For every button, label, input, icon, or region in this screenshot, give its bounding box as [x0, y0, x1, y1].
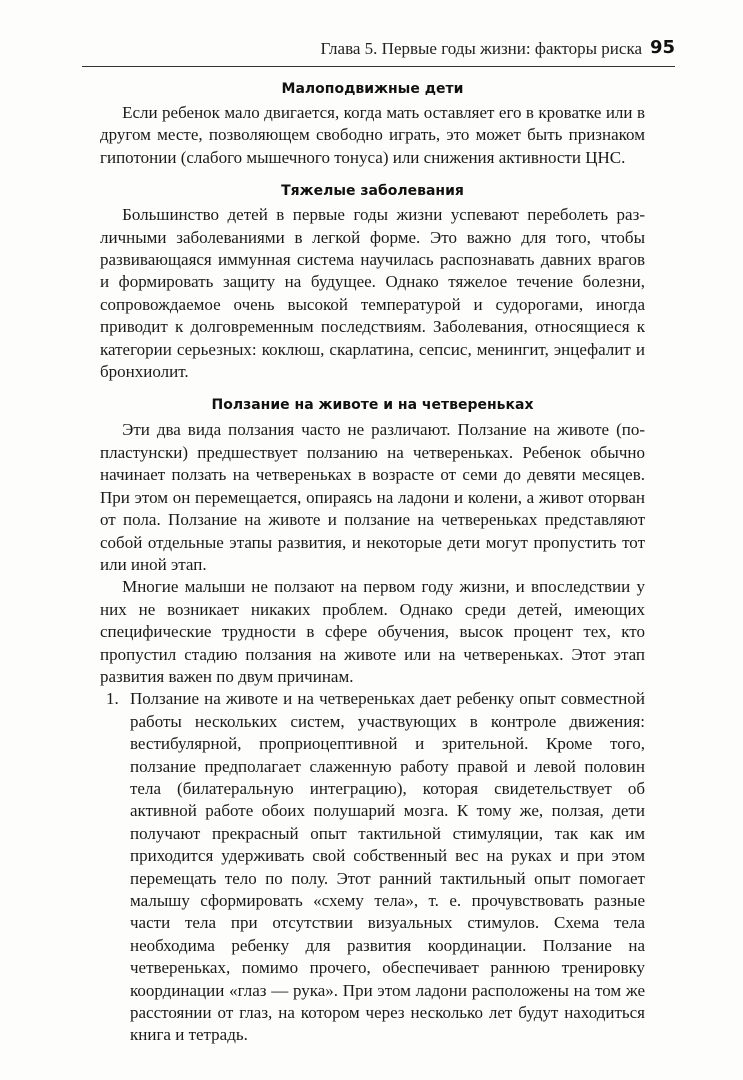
paragraph: Если ребенок мало двигается, когда мать оставляет его в кроватке или в другом месте, позволяющем свободно играть, это может быть признаком гипотонии (слабого мышечного тонуса) или снижения активности ЦНС.	[100, 103, 645, 167]
running-header	[82, 38, 675, 67]
page-number: 95	[649, 37, 675, 58]
section-heading-sedentary-children: Малоподвижные дети	[281, 81, 464, 97]
paragraph: Эти два вида ползания часто не различают. Ползание на животе (по-пластунски) предшествует ползанию на четвереньках. Ребенок обычно начинает ползать на четвереньках в возрасте от семи до девяти месяцев. При этом он перемещается, опираясь на ладони и колени, а живот оторван от пола. Ползание на животе и ползание на четвереньках представляют собой отдельные этапы развития, и некоторые дети могут пропустить тот или иной этап.	[100, 420, 645, 574]
list-item-number: 1.	[106, 689, 119, 709]
list-item	[106, 688, 645, 1047]
running-title: Глава 5. Первые годы жизни: факторы риска	[320, 39, 642, 58]
section-heading-crawling: Ползание на животе и на четвереньках	[211, 397, 534, 414]
paragraph: Многие малыши не ползают на первом году жизни, и впоследствии у них не возникает никаких проблем. Однако среди детей, имеющих специфические трудности в сфере обучения, высок процент тех, кто пропустил стадию ползания на животе или на четвереньках. Этот этап развития важен по двум причинам.	[100, 577, 645, 686]
numbered-list	[100, 688, 645, 1047]
page-content	[100, 78, 645, 1047]
paragraph: Большинство детей в первые годы жизни успевают переболеть различными заболеваниями в легкой форме. Это важно для того, чтобы развивающаяся иммунная система научилась распознавать давних врагов и формировать защиту на будущее. Однако тяжелое течение болезни, сопровождаемое очень высокой температурой и судорогами, иногда приводит к долговременным последствиям. Заболевания, относящиеся к категории серьезных: коклюш, скарлатина, сепсис, менингит, энцефалит и бронхиолит.	[100, 205, 645, 382]
section-heading-serious-illnesses: Тяжелые заболевания	[281, 183, 464, 200]
list-item-text: Ползание на животе и на четвереньках дает ребенку опыт совместной работы нескольких систем, участвующих в контроле движения: вестибулярной, проприоцептивной и зрительной. Кроме того, ползание предполагает слаженную работу правой и левой половин тела (билатеральную интеграцию), которая свидетельствует об активной работе обоих полушарий мозга. К тому же, ползая, дети получают прекрасный опыт тактильной стимуляции, так как им приходится удерживать свой собственный вес на руках и при этом перемещать тело по полу. Этот ранний тактильный опыт помогает малышу сформировать «схему тела», т. е. прочувствовать разные части тела при отсутствии визуальных стимулов. Схема тела необходима ребенку для развития координации. Ползание на четвереньках, помимо прочего, обеспечивает раннюю тренировку координации «глаз — рука». При этом ладони расположены на том же расстоянии от глаз, на котором через несколько лет будут находиться книга и тетрадь.	[130, 689, 645, 1045]
